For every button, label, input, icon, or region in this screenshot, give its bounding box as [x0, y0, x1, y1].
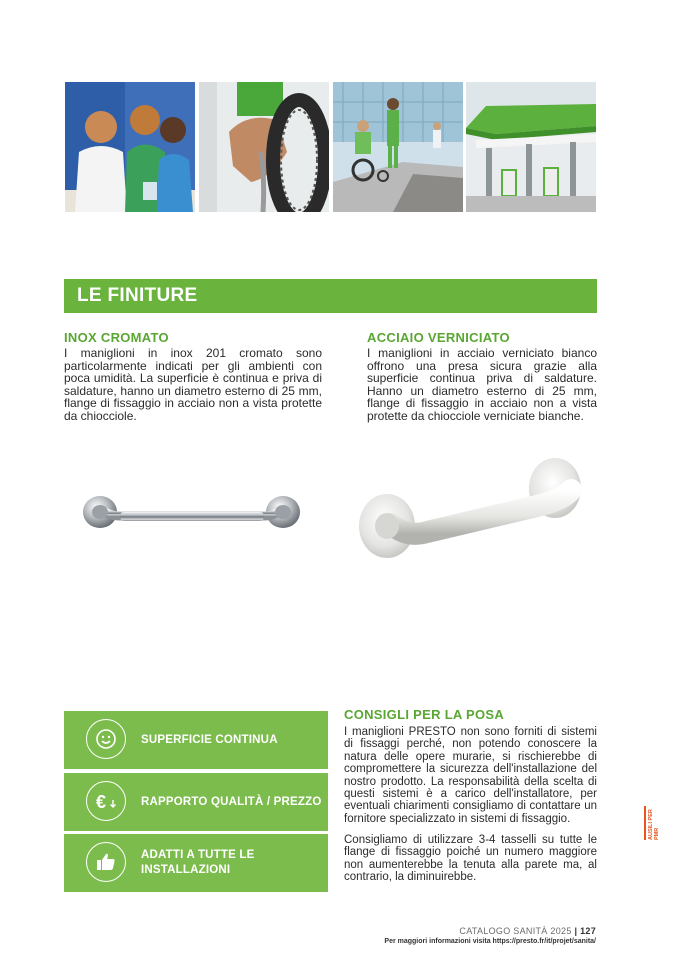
- product-chrome-grab-bar: [80, 490, 304, 539]
- footer-info: Per maggiori informazioni visita https://presto.fr/it/projet/sanita/: [384, 938, 596, 945]
- acciaio-title: ACCIAIO VERNICIATO: [367, 330, 510, 345]
- footer-catalog-name: CATALOGO SANITÀ 2025: [459, 926, 572, 936]
- page-number: 127: [580, 926, 596, 936]
- feature-label: ADATTI A TUTTE LE INSTALLAZIONI: [141, 849, 255, 876]
- side-tab: [644, 806, 668, 840]
- thumbs-up-icon: [86, 842, 126, 882]
- product-white-grab-bar: [357, 456, 589, 567]
- side-tab-label: AUSILI PER PMR: [648, 809, 660, 840]
- feature-superficie-continua: [64, 711, 328, 769]
- feature-rapporto-qualita-prezzo: [64, 773, 328, 831]
- section-title-bar: LE FINITURE: [64, 279, 597, 313]
- photo-wheelchair-nurse: [333, 82, 463, 212]
- feature-adatti-installazioni: [64, 834, 328, 892]
- acciaio-description: I maniglioni in acciaio verniciato bianco offrono una presa sicura grazie alla superficie continua priva di saldature. Hanno un diametro esterno di 25 mm, flange di fissaggio in acciaio non a vista protette da chiocciole verniciate bianche.: [367, 346, 597, 423]
- posa-paragraph-1: I maniglioni PRESTO non sono forniti di sistemi di fissaggi perché, non potendo conoscere la natura delle opere murarie, si rischierebbe di compromettere la sicurezza dell'installazione del nostro prodotto. La responsabilità della scelta di questi sistemi è a carico dell'installatore, per eventuali chiarimenti consigliamo di contattare un fornitore specializzato in sistemi di fissaggio.: [344, 726, 597, 825]
- posa-title: CONSIGLI PER LA POSA: [344, 707, 505, 722]
- photo-gas-station: [466, 82, 596, 212]
- inox-description: I maniglioni in inox 201 cromato sono particolarmente indicati per gli ambienti con poca umidità. La superficie è continua e priva di saldature, hanno un diametro esterno di 25 mm, flange di fissaggio in acciaio non a vista protette da chiocciole.: [64, 346, 322, 423]
- svg-text:€: €: [96, 792, 107, 812]
- feature-label: RAPPORTO QUALITÀ / PREZZO: [141, 796, 322, 808]
- photo-children-classroom: [65, 82, 195, 212]
- photo-wheelchair-hand: [199, 82, 329, 212]
- footer-separator: |: [574, 926, 578, 936]
- footer-catalog: [459, 926, 596, 936]
- inox-title: INOX CROMATO: [64, 330, 169, 345]
- smiley-icon: [86, 719, 126, 759]
- euro-down-icon: [86, 781, 126, 821]
- posa-paragraph-2: Consigliamo di utilizzare 3-4 tasselli su tutte le flange di fissaggio poiché un numero maggiore non aumenterebbe la tenuta alla parete ma, al contrario, la diminuirebbe.: [344, 834, 597, 884]
- feature-label: SUPERFICIE CONTINUA: [141, 734, 278, 746]
